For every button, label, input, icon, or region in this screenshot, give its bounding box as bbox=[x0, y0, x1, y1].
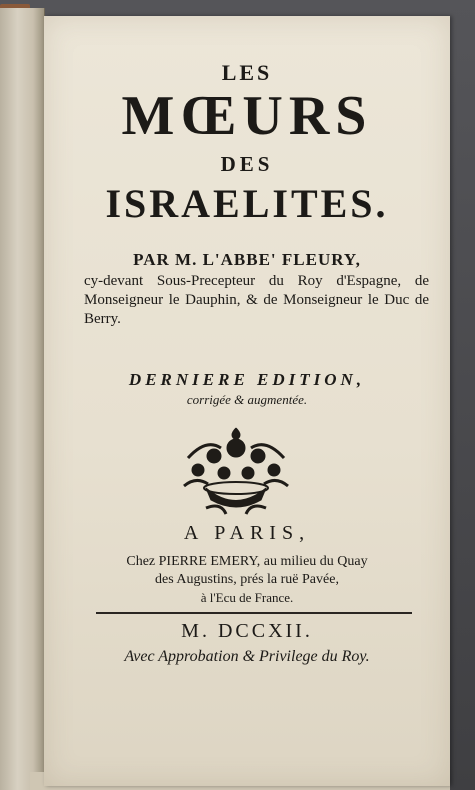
flower-basket-ornament-icon bbox=[166, 418, 306, 518]
edition-note: corrigée & augmentée. bbox=[186, 392, 308, 407]
publisher-line-2: des Augustins, prés la ruë Pavée, bbox=[155, 572, 339, 587]
year-line: M. DCCXII. bbox=[181, 620, 313, 642]
title-israelites: ISRAELITES. bbox=[105, 181, 389, 226]
privilege-line: Avec Approbation & Privilege du Roy. bbox=[124, 648, 370, 665]
title-moeurs: MŒURS bbox=[121, 85, 373, 147]
title-page bbox=[44, 16, 450, 786]
publisher-line-1: Chez PIERRE EMERY, au milieu du Quay bbox=[126, 554, 368, 569]
book-spine bbox=[0, 8, 45, 790]
city-line: A PARIS, bbox=[183, 522, 311, 544]
publisher-line-3: à l'Ecu de France. bbox=[200, 590, 294, 605]
title-les: LES bbox=[221, 60, 273, 85]
divider-rule bbox=[96, 612, 412, 614]
author-description: cy-devant Sous-Precepteur du Roy d'Espagne, de Monseigneur le Dauphin, & de Monseigneur le Duc de Berry. bbox=[84, 273, 429, 327]
edition-line: DERNIERE EDITION, bbox=[128, 370, 366, 389]
author-line: PAR M. L'ABBE' FLEURY, bbox=[133, 250, 361, 269]
title-des: DES bbox=[220, 152, 274, 176]
